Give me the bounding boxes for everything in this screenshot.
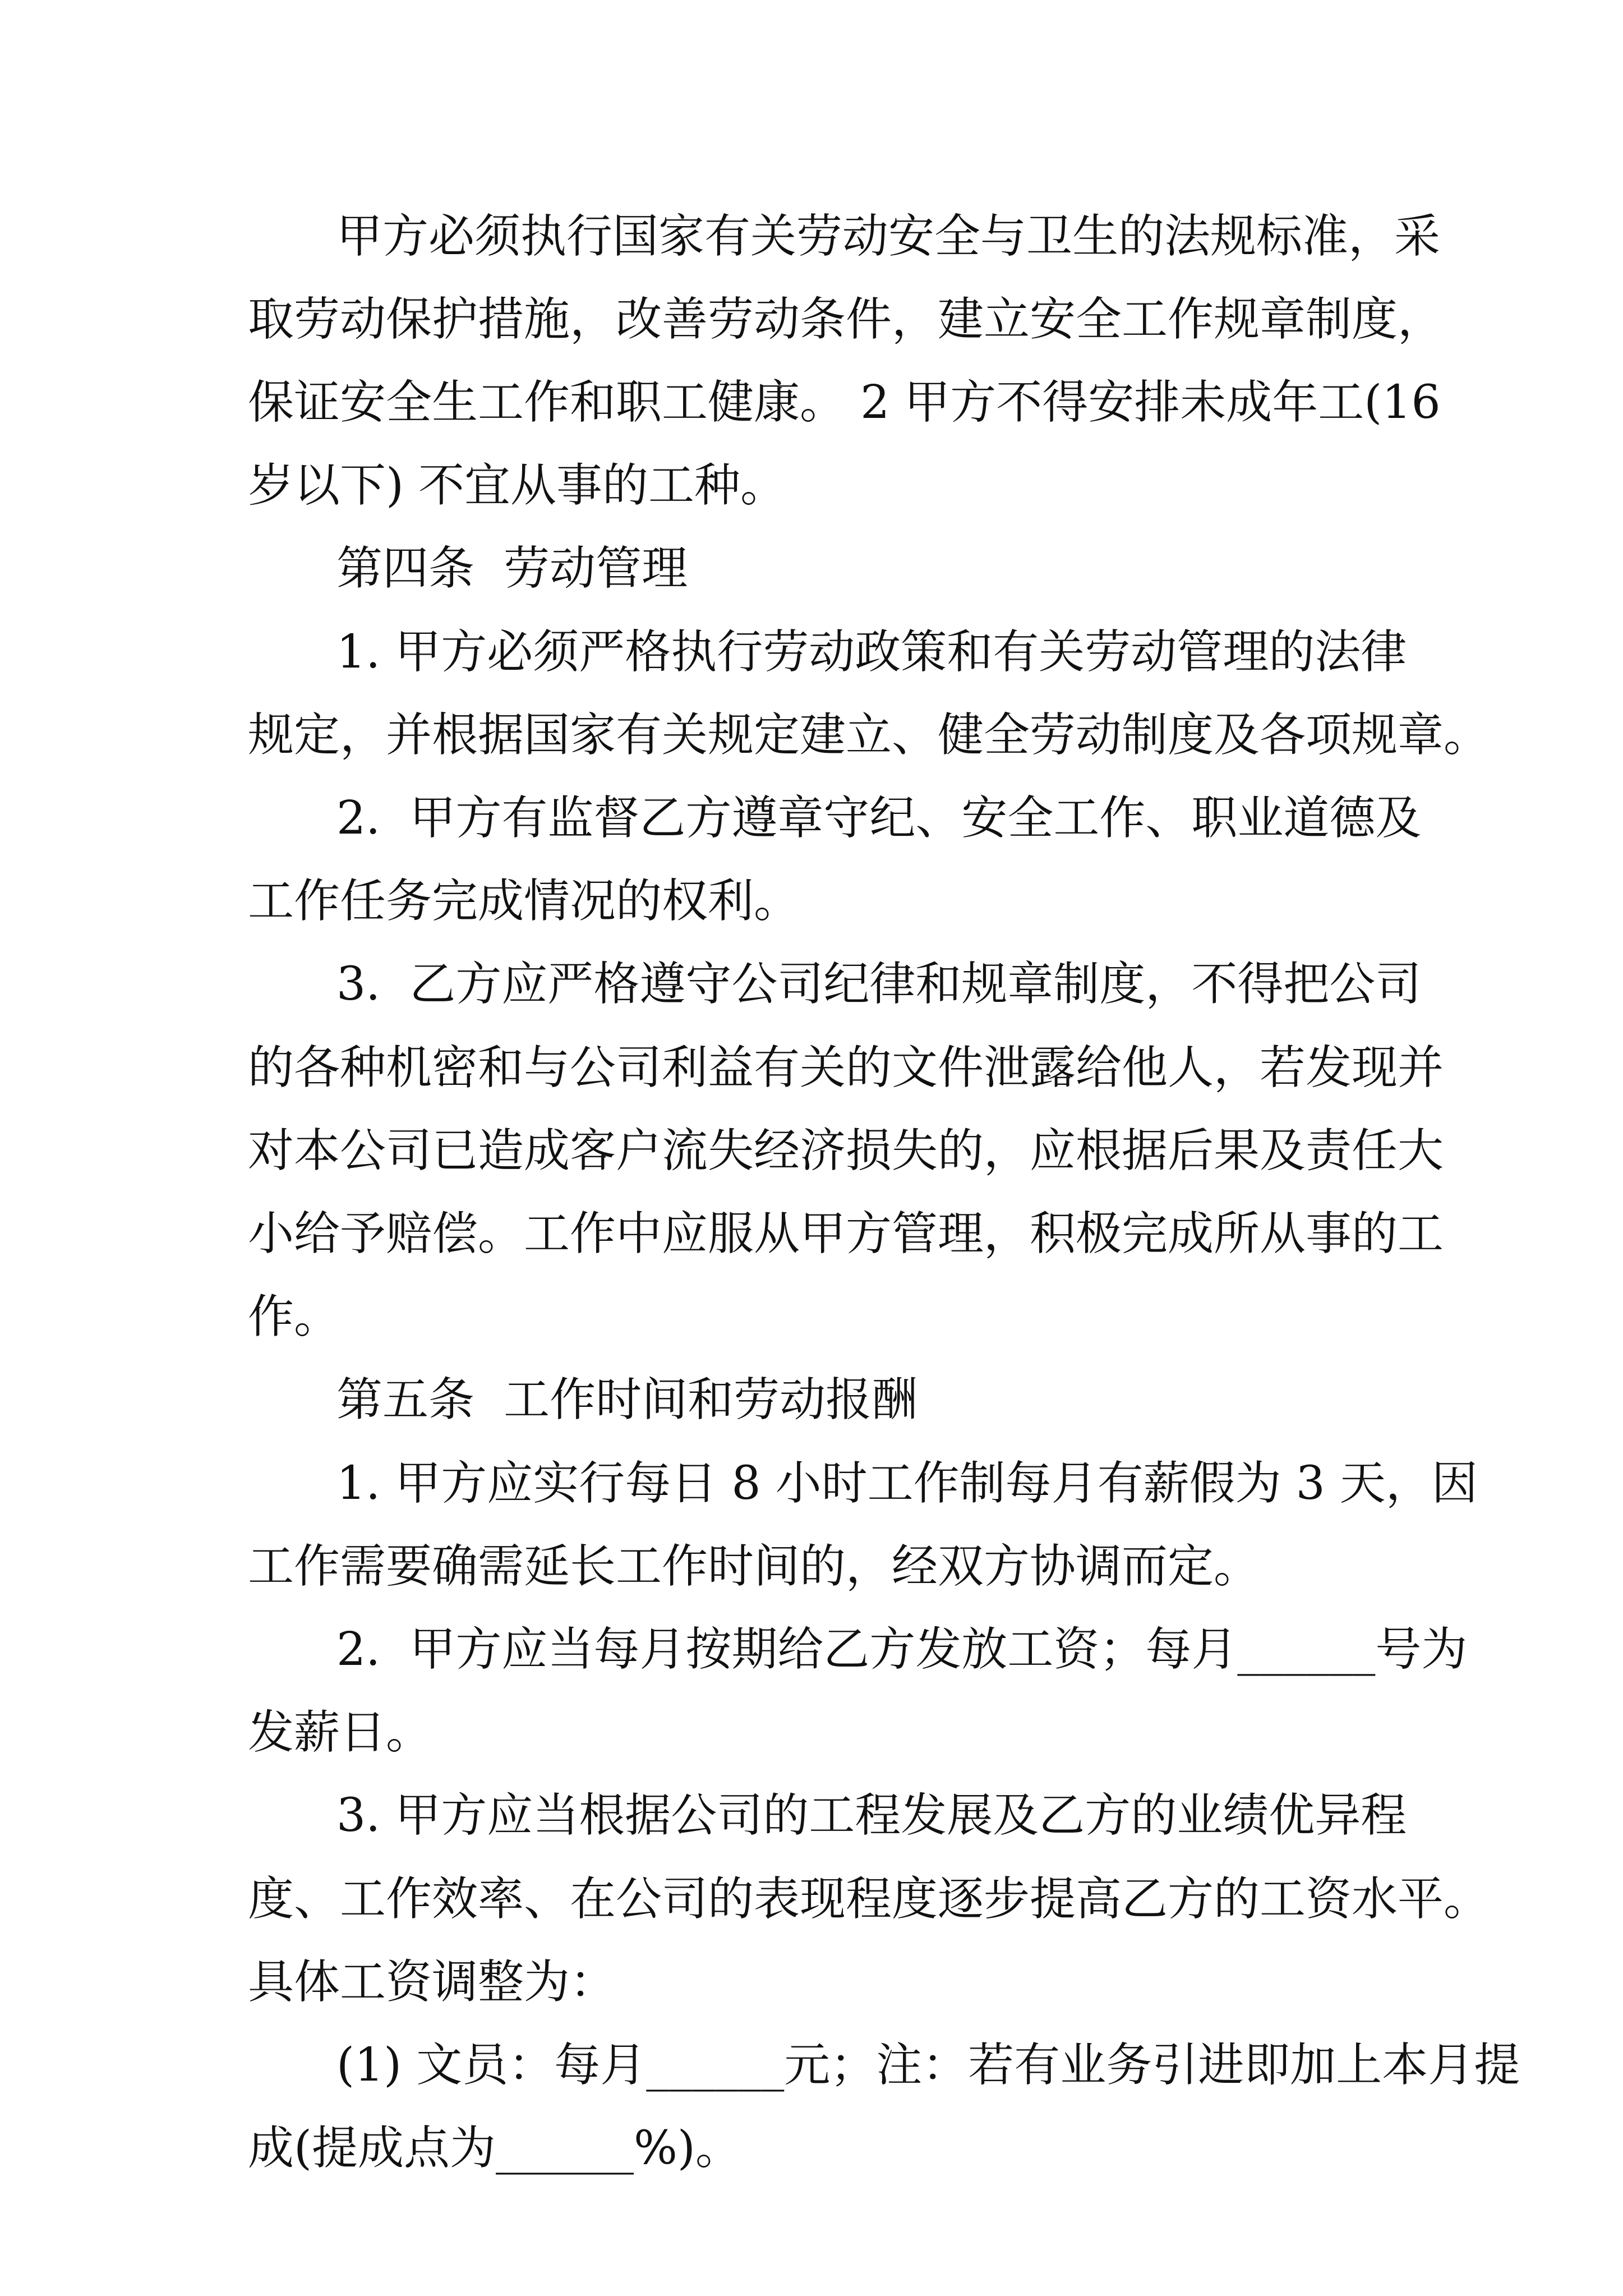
paragraph-line: 规定，并根据国家有关规定建立、健全劳动制度及各项规章。	[248, 708, 1490, 762]
paragraph-line: 2. 甲方应当每月按期给乙方发放工资；每月______号为	[336, 1623, 1468, 1676]
paragraph-line: 2. 甲方有监督乙方遵章守纪、安全工作、职业道德及	[336, 792, 1422, 845]
paragraph-line: 作。	[248, 1290, 340, 1343]
paragraph-line: 发薪日。	[248, 1706, 432, 1759]
paragraph-line: 取劳动保护措施，改善劳动条件，建立安全工作规章制度，	[248, 293, 1444, 346]
paragraph-line: 工作任务完成情况的权利。	[248, 875, 800, 928]
paragraph-line: (1) 文员：每月______元；注：若有业务引进即加上本月提	[336, 2039, 1520, 2092]
paragraph-line: 甲方必须执行国家有关劳动安全与卫生的法规标准，采	[336, 210, 1441, 263]
section-heading: 第五条 工作时间和劳动报酬	[336, 1373, 918, 1427]
paragraph-line: 的各种机密和与公司利益有关的文件泄露给他人，若发现并	[248, 1041, 1444, 1094]
section-heading: 第四条 劳动管理	[336, 542, 688, 595]
paragraph-line: 成(提成点为______%)。	[248, 2122, 741, 2175]
paragraph-line: 保证安全生工作和职工健康。 2 甲方不得安排未成年工(16	[248, 376, 1441, 429]
paragraph-line: 1. 甲方必须严格执行劳动政策和有关劳动管理的法律	[336, 625, 1407, 679]
paragraph-line: 岁以下) 不宜从事的工种。	[248, 459, 787, 512]
paragraph-line: 具体工资调整为：	[248, 1955, 616, 2009]
paragraph-line: 3. 甲方应当根据公司的工程发展及乙方的业绩优异程	[336, 1789, 1407, 1842]
paragraph-line: 3. 乙方应严格遵守公司纪律和规章制度，不得把公司	[336, 958, 1422, 1011]
paragraph-line: 对本公司已造成客户流失经济损失的，应根据后果及责任大	[248, 1124, 1444, 1177]
paragraph-line: 1. 甲方应实行每日 8 小时工作制每月有薪假为 3 天，因	[336, 1457, 1478, 1510]
paragraph-line: 工作需要确需延长工作时间的，经双方协调而定。	[248, 1540, 1260, 1593]
paragraph-line: 小给予赔偿。工作中应服从甲方管理，积极完成所从事的工	[248, 1207, 1444, 1260]
paragraph-line: 度、工作效率、在公司的表现程度逐步提高乙方的工资水平。	[248, 1872, 1490, 1926]
